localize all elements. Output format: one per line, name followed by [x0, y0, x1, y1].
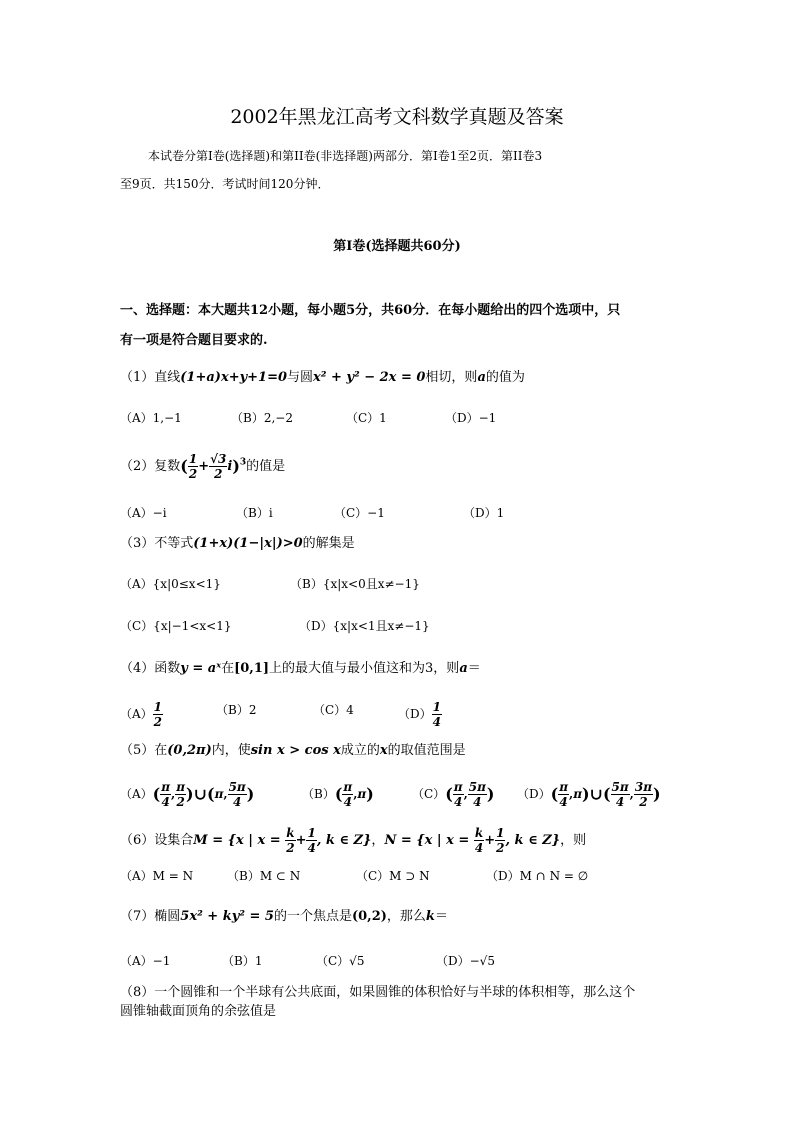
- q1-option-c: （C）1: [346, 411, 387, 425]
- q5-d-frac-3: [634, 780, 653, 809]
- q5-d-frac-2-den: 4: [615, 795, 625, 809]
- q6-m-plus: +: [295, 833, 307, 848]
- q1-option-d: （D）−1: [445, 411, 497, 425]
- q5-a-frac-1-num: π: [161, 780, 171, 794]
- q2-frac-half: [188, 452, 198, 481]
- q5-d-paren-3: ): [653, 784, 661, 804]
- q5-a-frac-2: [175, 780, 186, 809]
- q6-m-frac-2-num: 1: [307, 826, 316, 840]
- q2-close-paren: ): [232, 456, 240, 476]
- q5-c-frac-2: [468, 780, 487, 809]
- q4-option-a-label: （A）: [120, 707, 153, 721]
- question-1: [120, 368, 525, 388]
- q5-mid: 内，使: [211, 743, 251, 758]
- question-7: [120, 907, 448, 927]
- q6-set-m-start: M = {x | x =: [193, 833, 286, 848]
- q4-label: （4）函数: [120, 661, 181, 676]
- q3-option-b: （B）{x|x<0且x≠−1}: [290, 577, 420, 591]
- q1-tail-1: 相切，则: [425, 370, 478, 385]
- q6-m-frac-1-num: k: [286, 826, 295, 840]
- q6-n-frac-1-den: 4: [474, 841, 484, 855]
- q5-label: （5）在: [120, 743, 168, 758]
- q3-tail: 的解集是: [302, 536, 355, 551]
- q6-option-d: （D）M ∩ N = ∅: [486, 869, 589, 883]
- q7-option-d: （D）−√5: [436, 954, 495, 968]
- q5-a-frac-3-den: 4: [232, 795, 242, 809]
- q5-d-frac-2-num: 5π: [611, 780, 629, 794]
- q2-frac-root3-den: 2: [214, 467, 223, 481]
- q6-m-frac-2: [306, 826, 316, 855]
- q6-n-frac-1: [474, 826, 484, 855]
- q7-point: (0,2): [351, 909, 387, 924]
- q2-label: （2）复数: [120, 459, 181, 474]
- q5-option-c: [412, 780, 494, 809]
- q6-n-plus: +: [484, 833, 496, 848]
- q6-option-a: （A）M = N: [120, 869, 194, 883]
- section-heading-line-2: 有一项是符合题目要求的.: [120, 333, 268, 348]
- q5-d-paren-2: )∪(: [581, 784, 611, 804]
- q4-option-a: [120, 700, 163, 729]
- q3-option-c: （C）{x|−1<x<1}: [120, 619, 232, 633]
- q6-tail: ，则: [560, 833, 587, 848]
- q5-option-b: [302, 780, 374, 809]
- q5-d-pi: π: [573, 787, 582, 801]
- q7-expr: 5x² + ky² = 5: [180, 909, 274, 924]
- question-5: [120, 741, 466, 761]
- q5-a-comma-1: ,: [171, 787, 176, 801]
- q5-d-frac-1-num: π: [559, 780, 568, 794]
- q6-label: （6）设集合: [120, 833, 194, 848]
- q6-comma: ，: [371, 833, 385, 848]
- q5-b-frac: [342, 780, 353, 809]
- q2-option-a: （A）−i: [120, 506, 167, 520]
- q4-option-c: （C）4: [313, 703, 354, 717]
- q1-mid: 与圆: [287, 370, 314, 385]
- q3-label: （3）不等式: [120, 536, 194, 551]
- q5-interval: (0,2π): [167, 743, 212, 758]
- q5-a-frac-2-num: π: [176, 780, 186, 794]
- q5-d-comma-1: ,: [569, 787, 574, 801]
- question-6: [120, 826, 586, 855]
- q4-option-a-num: 1: [153, 700, 163, 714]
- q5-option-d: [517, 780, 661, 809]
- q2-tail: 的值是: [246, 459, 286, 474]
- q6-m-frac-1: [285, 826, 295, 855]
- q4-interval: [0,1]: [234, 661, 270, 676]
- q2-plus: +: [198, 459, 210, 474]
- q6-n-frac-2-den: 2: [496, 841, 505, 855]
- q5-option-b-label: （B）: [302, 787, 335, 801]
- q5-a-pi: π: [214, 787, 224, 801]
- q5-d-comma-2: ,: [629, 787, 634, 801]
- q5-d-paren-1: (: [550, 784, 559, 804]
- q6-set-m-end: , k ∈ Z}: [316, 833, 372, 848]
- q5-option-a: [120, 780, 254, 809]
- q2-frac-root3-num: √3: [210, 452, 227, 466]
- q6-n-frac-2: [495, 826, 505, 855]
- q6-set-n-end: , k ∈ Z}: [505, 833, 561, 848]
- q5-d-frac-3-den: 2: [639, 795, 648, 809]
- q7-tail-1: ，那么: [386, 909, 426, 924]
- q5-c-frac-1: [453, 780, 464, 809]
- intro-line-1: 本试卷分第Ⅰ卷(选择题)和第II卷(非选择题)两部分．第Ⅰ卷1至2页．第II卷3: [148, 149, 543, 163]
- q6-m-frac-1-den: 2: [286, 841, 295, 855]
- q3-option-a: （A）{x|0≤x<1}: [120, 577, 221, 591]
- q6-option-b: （B）M ⊂ N: [227, 869, 301, 883]
- page-title: 2002年黑龙江高考文科数学真题及答案: [230, 106, 564, 128]
- q4-option-a-den: 2: [153, 715, 163, 729]
- q4-expr: y = aˣ: [180, 661, 222, 676]
- q1-expr-line: (1+a)x+y+1=0: [180, 370, 288, 385]
- q5-a-paren-2: )∪(: [186, 784, 215, 804]
- q5-d-frac-1-den: 4: [559, 795, 568, 809]
- q7-tail-2: ＝: [434, 909, 448, 924]
- q2-option-c: （C）−1: [334, 506, 385, 520]
- q1-tail-2: 的值为: [485, 370, 525, 385]
- q1-option-b: （B）2,−2: [231, 411, 293, 425]
- q6-option-c: （C）M ⊃ N: [356, 869, 430, 883]
- q5-d-frac-1: [558, 780, 569, 809]
- q5-b-pi: π: [357, 787, 367, 801]
- q5-d-frac-3-num: 3π: [634, 780, 652, 794]
- q4-tail-1: 上的最大值与最小值这和为3，则: [269, 661, 460, 676]
- q1-expr-circle: x² + y² − 2x = 0: [313, 370, 426, 385]
- q7-option-c: （C）√5: [316, 954, 365, 968]
- q5-tail-1: 成立的: [340, 743, 380, 758]
- q5-c-frac-1-den: 4: [453, 795, 463, 809]
- q4-var: a: [459, 661, 468, 676]
- q2-option-b: （B）i: [236, 506, 273, 520]
- q1-var: a: [477, 370, 486, 385]
- q2-frac-half-num: 1: [188, 452, 198, 466]
- q5-tail-2: 的取值范围是: [387, 743, 466, 758]
- q7-var: k: [425, 909, 435, 924]
- q4-option-d-den: 4: [432, 715, 441, 729]
- q1-option-a: （A）1,−1: [120, 411, 182, 425]
- q3-option-d: （D）{x|x<1且x≠−1}: [299, 619, 430, 633]
- q4-tail-2: ＝: [467, 661, 481, 676]
- q2-frac-root3: [209, 452, 227, 481]
- q6-n-frac-2-num: 1: [496, 826, 505, 840]
- question-2: [120, 452, 285, 481]
- q3-expr: (1+x)(1−|x|)>0: [193, 536, 303, 551]
- q7-label: （7）椭圆: [120, 909, 181, 924]
- q4-option-b: （B）2: [216, 703, 257, 717]
- q5-d-frac-2: [611, 780, 630, 809]
- section-heading-line-1: 一、选择题：本大题共12小题，每小题5分，共60分．在每小题给出的四个选项中，只: [120, 303, 621, 318]
- q5-a-paren-3: ): [246, 784, 255, 804]
- q4-option-d-label: （D）: [398, 707, 432, 721]
- q5-a-paren-1: (: [152, 784, 161, 804]
- q5-c-frac-2-num: 5π: [468, 780, 486, 794]
- part-title: 第Ⅰ卷(选择题共60分): [333, 239, 461, 254]
- q5-c-frac-1-num: π: [453, 780, 463, 794]
- q7-option-b: （B）1: [222, 954, 263, 968]
- q2-exponent: 3: [239, 457, 247, 468]
- q6-set-n-start: N = {x | x =: [384, 833, 474, 848]
- q5-b-frac-num: π: [343, 780, 353, 794]
- question-8-line-1: （8）一个圆锥和一个半球有公共底面，如果圆锥的体积恰好与半球的体积相等，那么这个: [120, 985, 636, 1000]
- q5-a-comma-2: ,: [223, 787, 228, 801]
- q5-var: x: [379, 743, 388, 758]
- q6-n-frac-1-num: k: [474, 826, 484, 840]
- question-3: [120, 534, 355, 554]
- q2-open-paren: (: [180, 456, 188, 476]
- q5-c-paren-2: ): [486, 784, 495, 804]
- q5-b-comma: ,: [353, 787, 358, 801]
- q7-mid: 的一个焦点是: [273, 909, 352, 924]
- q5-b-paren-1: (: [334, 784, 343, 804]
- q5-a-frac-3: [228, 780, 247, 809]
- q4-option-a-frac: [153, 700, 163, 729]
- q5-a-frac-1-den: 4: [161, 795, 170, 809]
- q6-m-frac-2-den: 4: [307, 841, 316, 855]
- q5-c-frac-2-den: 4: [473, 795, 482, 809]
- q4-option-d: [398, 700, 442, 729]
- q5-b-paren-2: ): [366, 784, 374, 804]
- q7-option-a: （A）−1: [120, 954, 171, 968]
- question-8-line-2: 圆锥轴截面顶角的余弦值是: [120, 1004, 277, 1019]
- q5-option-c-label: （C）: [412, 787, 446, 801]
- q5-a-frac-1: [160, 780, 171, 809]
- q4-option-d-frac: [432, 700, 442, 729]
- q2-frac-half-den: 2: [188, 467, 198, 481]
- q5-b-frac-den: 4: [343, 795, 352, 809]
- q4-option-d-num: 1: [432, 700, 441, 714]
- intro-line-2: 至9页．共150分．考试时间120分钟．: [120, 177, 330, 191]
- q5-a-frac-3-num: 5π: [228, 780, 246, 794]
- q5-c-comma: ,: [463, 787, 468, 801]
- q2-option-d: （D）1: [463, 506, 505, 520]
- q5-a-frac-2-den: 2: [176, 795, 185, 809]
- q4-mid: 在: [221, 661, 235, 676]
- q1-label: （1）直线: [120, 370, 181, 385]
- q5-expr: sin x > cos x: [250, 743, 341, 758]
- q5-c-paren-1: (: [445, 784, 453, 804]
- q2-i: i: [227, 459, 233, 474]
- q5-option-d-label: （D）: [517, 787, 551, 801]
- question-4: [120, 659, 481, 679]
- q5-option-a-label: （A）: [120, 787, 153, 801]
